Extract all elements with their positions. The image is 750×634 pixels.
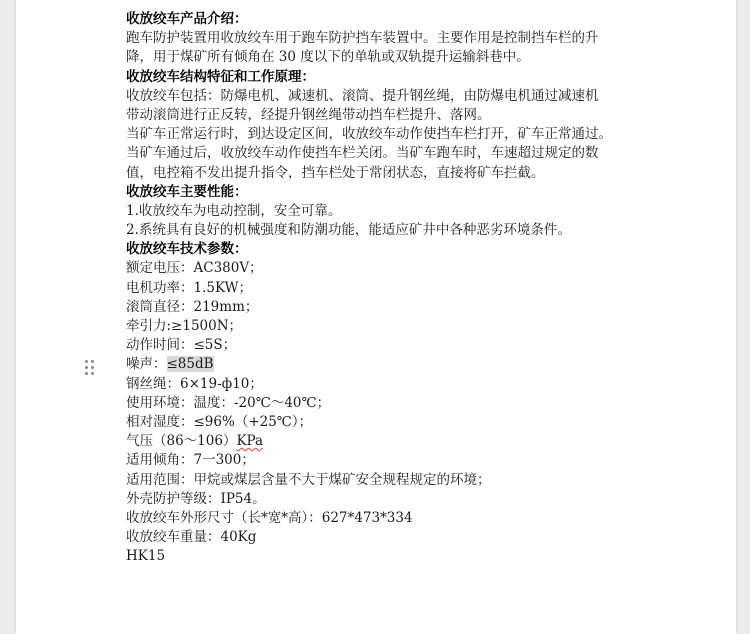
document-body[interactable] — [126, 10, 666, 566]
line-text: 收放绞车外形尺寸（长*宽*高）：627*473*334 — [126, 509, 413, 526]
paragraph-line — [126, 106, 666, 125]
line-text: 外壳防护等级：IP54。 — [126, 490, 266, 507]
line-text: 滚筒直径：219mm； — [126, 298, 259, 315]
paragraph-line — [126, 336, 666, 355]
line-text: 收放绞车结构特征和工作原理： — [126, 68, 315, 85]
paragraph-line — [126, 317, 666, 336]
line-text: 使用环境：温度：-20℃～40℃； — [126, 394, 331, 411]
paragraph-line — [126, 279, 666, 298]
paragraph-line — [126, 451, 666, 470]
paragraph-line — [126, 547, 666, 566]
line-text: HK15 — [126, 548, 166, 565]
document-page — [16, 0, 736, 634]
paragraph-line — [126, 259, 666, 278]
line-text: 跑车防护装置用收放绞车用于跑车防护挡车装置中。主要作用是控制挡车栏的升 — [126, 30, 599, 47]
paragraph-line — [126, 87, 666, 106]
paragraph-line — [126, 221, 666, 240]
drag-handle-icon[interactable] — [84, 359, 96, 377]
paragraph-line — [126, 471, 666, 490]
paragraph-line — [126, 375, 666, 394]
line-text: 值，电控箱不发出提升指令，挡车栏处于常闭状态，直接将矿车拦截。 — [126, 164, 545, 181]
paragraph-line — [126, 48, 666, 67]
line-text: 收放绞车主要性能： — [126, 183, 248, 200]
paragraph-line — [126, 528, 666, 547]
paragraph-line — [126, 432, 666, 451]
line-text: 收放绞车包括：防爆电机、减速机、滚筒、提升钢丝绳，由防爆电机通过减速机 — [126, 87, 599, 104]
line-text: 适用范围：甲烷或煤层含量不大于煤矿安全规程规定的环境； — [126, 471, 491, 488]
paragraph-line — [126, 413, 666, 432]
line-text: 1.收放绞车为电动控制，安全可靠。 — [126, 202, 342, 219]
paragraph-line — [126, 490, 666, 509]
line-text: 动作时间：≤5S； — [126, 337, 237, 354]
paragraph-line — [126, 509, 666, 528]
line-text: 适用倾角：7一300； — [126, 452, 255, 469]
section-heading — [126, 183, 666, 202]
spellcheck-flagged-text[interactable]: KPa — [236, 433, 264, 450]
line-text: 牵引力:≥1500N； — [126, 318, 243, 334]
paragraph-line — [126, 298, 666, 317]
line-text: 当矿车正常运行时，到达设定区间，收放绞车动作使挡车栏打开，矿车正常通过。 — [126, 126, 612, 143]
line-text: 电机功率：1.5KW； — [126, 279, 252, 296]
line-text: 带动滚筒进行正反转，经提升钢丝绳带动挡车栏提升、落网。 — [126, 106, 491, 123]
line-text: 额定电压：AC380V； — [126, 260, 263, 277]
line-text: 钢丝绳：6×19-ф10； — [126, 375, 263, 392]
paragraph-line — [126, 29, 666, 48]
paragraph-line — [126, 355, 666, 374]
paragraph-line — [126, 144, 666, 163]
selected-text[interactable]: ≤85dB — [166, 356, 214, 373]
line-text: 2.系统具有良好的机械强度和防潮功能，能适应矿井中各种恶劣环境条件。 — [126, 222, 571, 239]
line-text: 噪声： — [126, 356, 167, 373]
line-text: 当矿车通过后，收放绞车动作使挡车栏关闭。当矿车跑车时，车速超过规定的数 — [126, 145, 599, 162]
line-text: 收放绞车技术参数： — [126, 241, 248, 258]
section-heading — [126, 68, 666, 87]
paragraph-line — [126, 125, 666, 144]
line-text: 相对湿度：≤96%（+25℃）； — [126, 413, 313, 430]
paragraph-line — [126, 164, 666, 183]
line-text: 收放绞车产品介绍： — [126, 11, 248, 27]
paragraph-line — [126, 202, 666, 221]
section-heading — [126, 240, 666, 259]
line-text: 降，用于煤矿所有倾角在 30 度以下的单轨或双轨提升运输斜巷中。 — [126, 49, 530, 66]
section-heading — [126, 10, 666, 29]
line-text: 收放绞车重量：40Kg — [126, 529, 257, 546]
paragraph-line — [126, 394, 666, 413]
line-text: 气压（86～106） — [126, 433, 237, 450]
